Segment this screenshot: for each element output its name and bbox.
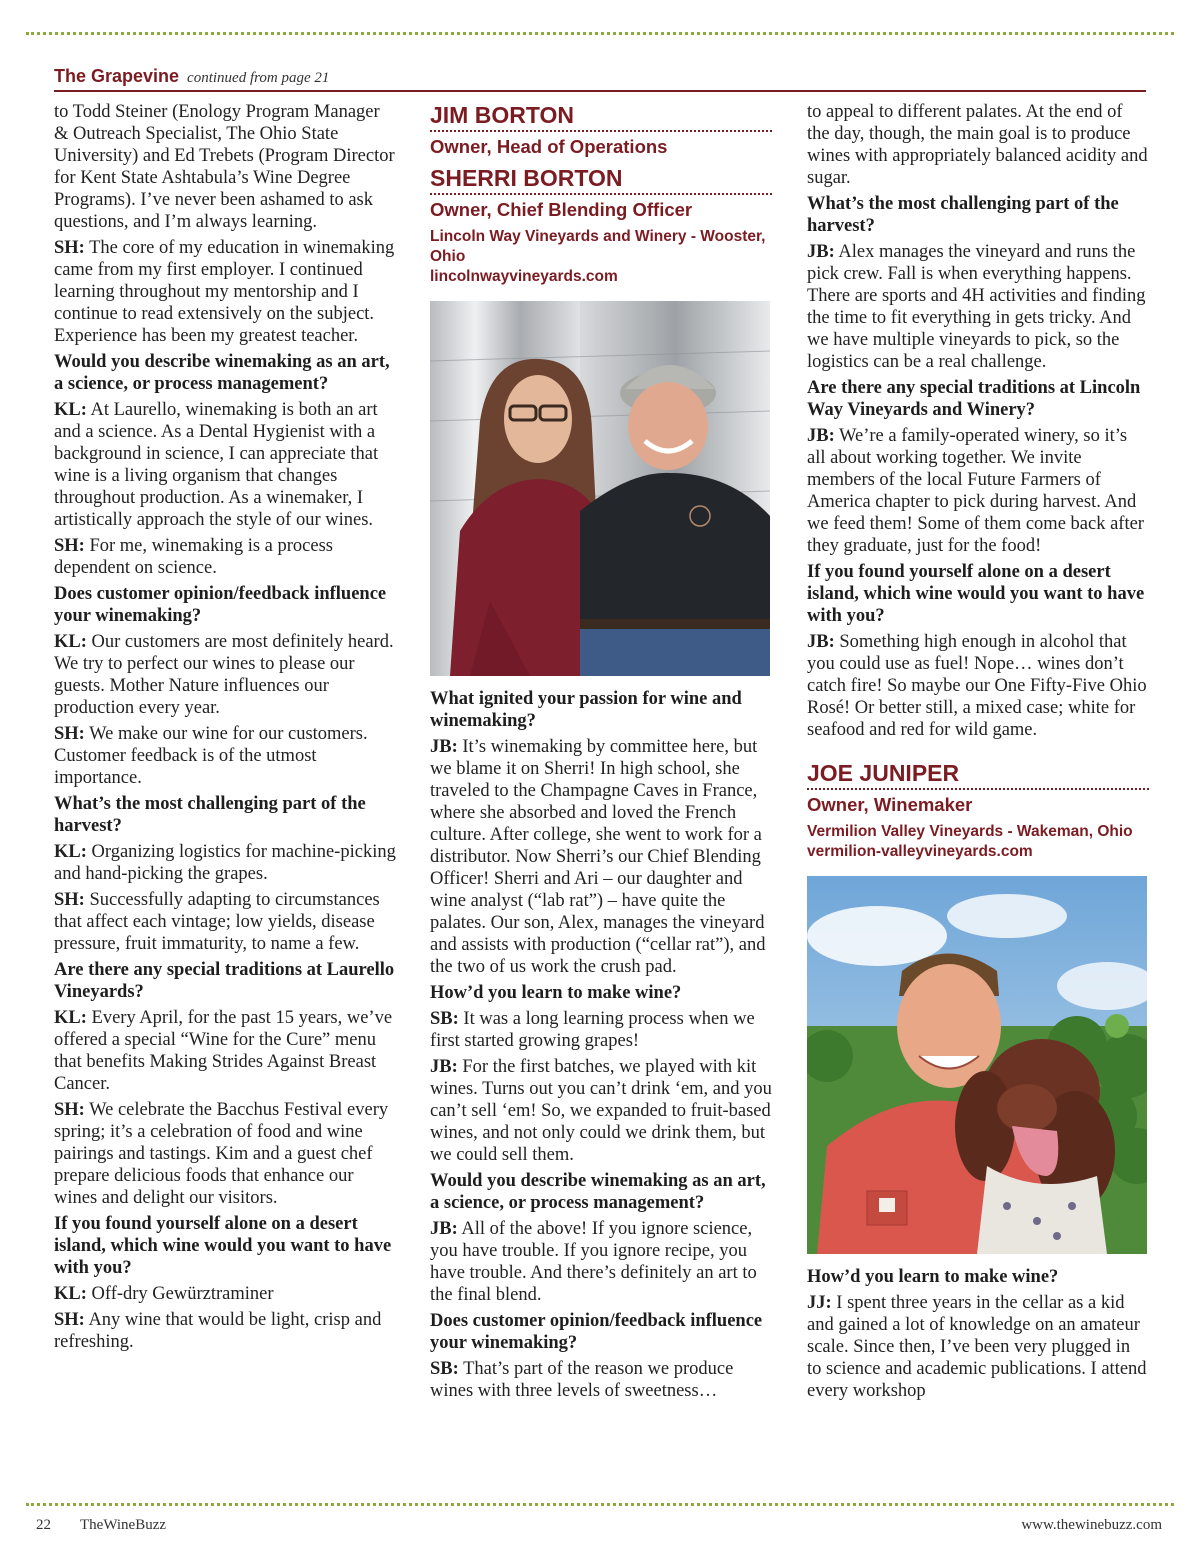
interview-answer xyxy=(54,889,396,955)
interview-question: Does customer opinion/feedback influence your winemaking? xyxy=(54,584,387,626)
interview-answer xyxy=(54,237,396,347)
interview-answer xyxy=(54,1283,396,1305)
profile-name-sherri: SHERRI BORTON xyxy=(430,164,772,195)
answer-text: Any wine that would be light, crisp and refreshing. xyxy=(54,1310,382,1352)
answer-text: I spent three years in the cellar as a kid and gained a lot of knowledge on an amateur scale. Since then, I’ve been very plugged in to science and academic publications. I attend every workshop xyxy=(807,1293,1147,1401)
interview-answer xyxy=(430,1008,772,1052)
interview-answer xyxy=(807,631,1149,741)
answer-text: Something high enough in alcohol that you could use as fuel! Nope… wines don’t catch fire! So maybe our One Fifty-Five Ohio Rosé! Or better still, a mixed case; white for seafood and red for wild game. xyxy=(807,632,1147,740)
answer-text: We celebrate the Bacchus Festival every spring; it’s a celebration of food and wine pairings and tastings. Kim and a guest chef prepare delicious foods that enhance our wines and delight our visitors. xyxy=(54,1100,389,1208)
speaker-initials: KL: xyxy=(54,1008,87,1028)
speaker-initials: SH: xyxy=(54,1310,85,1330)
speaker-initials: KL: xyxy=(54,1284,87,1304)
speaker-initials: SB: xyxy=(430,1009,459,1029)
column-3 xyxy=(807,101,1149,1406)
answer-text: Off-dry Gewürztraminer xyxy=(86,1284,274,1304)
profile-role-jim: Owner, Head of Operations xyxy=(430,136,668,157)
interview-question: If you found yourself alone on a desert island, which wine would you want to have with you? xyxy=(807,562,1145,626)
interview-answer xyxy=(807,1292,1149,1402)
interview-answer xyxy=(54,399,396,531)
interview-question: What ignited your passion for wine and winemaking? xyxy=(430,689,742,731)
interview-question: Does customer opinion/feedback influence your winemaking? xyxy=(430,1311,763,1353)
answer-text: At Laurello, winemaking is both an art and a science. As a Dental Hygienist with a background in science, I can appreciate that wine is a living organism that changes throughout production. As a winemaker, I artistically approach the style of our wines. xyxy=(54,400,379,530)
bottom-dotted-rule xyxy=(26,1503,1174,1506)
profile-url-vermilion: vermilion-valleyvineyards.com xyxy=(807,843,1033,860)
photo-juniper xyxy=(807,876,1147,1254)
speaker-initials: KL: xyxy=(54,400,87,420)
interview-answer xyxy=(54,841,396,885)
answer-text: Every April, for the past 15 years, we’ve offered a special “Wine for the Cure” menu that benefits Making Strides Against Breast Cancer. xyxy=(54,1008,393,1094)
answer-text: It was a long learning process when we first started growing grapes! xyxy=(430,1009,755,1051)
profile-url-lincoln-way: lincolnwayvineyards.com xyxy=(430,268,618,285)
speaker-initials: JB: xyxy=(807,632,835,652)
profile-name-joe: JOE JUNIPER xyxy=(807,759,1149,790)
body-paragraph: to Todd Steiner (Enology Program Manager & Outreach Specialist, The Ohio State University) and Ed Trebets (Program Director for Kent State Ashtabula’s Wine Degree Programs). I’ve never been ashamed to ask questions, and I’m always learning. xyxy=(54,102,395,232)
interview-question: Would you describe winemaking as an art, a science, or process management? xyxy=(54,352,390,394)
interview-answer xyxy=(54,1007,396,1095)
interview-answer xyxy=(430,1218,772,1306)
speaker-initials: SH: xyxy=(54,890,85,910)
section-title: The Grapevine xyxy=(54,66,180,86)
speaker-initials: KL: xyxy=(54,632,87,652)
interview-question: What’s the most challenging part of the harvest? xyxy=(54,794,366,836)
interview-question: Are there any special traditions at Lincoln Way Vineyards and Winery? xyxy=(807,378,1141,420)
section-header xyxy=(54,66,1146,92)
speaker-initials: JB: xyxy=(807,242,835,262)
interview-answer xyxy=(54,1099,396,1209)
magazine-url: www.thewinebuzz.com xyxy=(1021,1517,1162,1533)
interview-answer xyxy=(54,723,396,789)
interview-question: How’d you learn to make wine? xyxy=(430,983,682,1003)
interview-question: If you found yourself alone on a desert island, which wine would you want to have with you? xyxy=(54,1214,392,1278)
answer-text: It’s winemaking by committee here, but we blame it on Sherri! In high school, she traveled to the Champagne Caves in France, where she absorbed and loved the French culture. After college, she went to work for a distributor. Now Sherri’s our Chief Blending Officer! Sherri and Ari – our daughter and wine analyst (“lab rat”) – have quite the palates. Our son, Alex, manages the vineyard and assists with production (“cellar rat”), and the two of us work the crush pad. xyxy=(430,737,766,977)
answer-text: We’re a family-operated winery, so it’s all about working together. We invite members of the local Future Farmers of America chapter to pick during harvest. And we feed them! Some of them come back after they graduate, just for the food! xyxy=(807,426,1144,556)
speaker-initials: SH: xyxy=(54,1100,85,1120)
photo-bortons xyxy=(430,301,770,676)
answer-text: The core of my education in winemaking came from my first employer. I continued learning throughout my mentorship and I continue to read extensively on the subject. Experience has been my greatest teacher. xyxy=(54,238,395,346)
magazine-name: TheWineBuzz xyxy=(80,1517,167,1533)
answer-text: For the first batches, we played with kit wines. Turns out you can’t drink ‘em, and you can’t sell ‘em! So, we expanded to fruit-based wines, and not only could we drink them, but we could sell them. xyxy=(430,1057,772,1165)
profile-role-joe: Owner, Winemaker xyxy=(807,794,973,815)
interview-answer xyxy=(54,631,396,719)
profile-winery-lincoln-way: Lincoln Way Vineyards and Winery - Wooster, Ohio xyxy=(430,228,766,265)
answer-text: Successfully adapting to circumstances that affect each vintage; low yields, disease pressure, fruit immaturity, to name a few. xyxy=(54,890,380,954)
speaker-initials: JB: xyxy=(807,426,835,446)
body-paragraph: to appeal to different palates. At the end of the day, though, the main goal is to produce wines with appropriately balanced acidity and sugar. xyxy=(807,102,1148,188)
profile-name-jim: JIM BORTON xyxy=(430,101,772,132)
speaker-initials: SH: xyxy=(54,238,85,258)
speaker-initials: SH: xyxy=(54,536,85,556)
page-number: 22 xyxy=(36,1517,51,1533)
interview-question: What’s the most challenging part of the harvest? xyxy=(807,194,1119,236)
interview-question: Are there any special traditions at Laurello Vineyards? xyxy=(54,960,395,1002)
speaker-initials: SH: xyxy=(54,724,85,744)
answer-text: Our customers are most definitely heard. We try to perfect our wines to please our guests. Mother Nature influences our production every year. xyxy=(54,632,394,718)
column-2 xyxy=(430,101,772,1406)
speaker-initials: JB: xyxy=(430,737,458,757)
interview-answer xyxy=(54,1309,396,1353)
interview-answer xyxy=(807,425,1149,557)
interview-answer xyxy=(430,1358,772,1402)
continued-note: continued from page 21 xyxy=(187,70,330,86)
column-1 xyxy=(54,101,396,1357)
interview-answer xyxy=(54,535,396,579)
answer-text: For me, winemaking is a process dependent on science. xyxy=(54,536,334,578)
answer-text: Organizing logistics for machine-picking and hand-picking the grapes. xyxy=(54,842,396,884)
speaker-initials: JJ: xyxy=(807,1293,832,1313)
interview-answer xyxy=(430,1056,772,1166)
profile-role-sherri: Owner, Chief Blending Officer xyxy=(430,199,693,220)
speaker-initials: JB: xyxy=(430,1057,458,1077)
profile-winery-vermilion: Vermilion Valley Vineyards - Wakeman, Ohio xyxy=(807,823,1133,840)
speaker-initials: JB: xyxy=(430,1219,458,1239)
answer-text: We make our wine for our customers. Customer feedback is of the utmost importance. xyxy=(54,724,368,788)
speaker-initials: KL: xyxy=(54,842,87,862)
answer-text: All of the above! If you ignore science, you have trouble. If you ignore recipe, you have trouble. And there’s definitely an art to the final blend. xyxy=(430,1219,757,1305)
interview-question: Would you describe winemaking as an art, a science, or process management? xyxy=(430,1171,766,1213)
interview-question: How’d you learn to make wine? xyxy=(807,1267,1059,1287)
speaker-initials: SB: xyxy=(430,1359,459,1379)
answer-text: Alex manages the vineyard and runs the pick crew. Fall is when everything happens. There are sports and 4H activities and finding the time to fit everything in gets tricky. And we have multiple vineyards to pick, so the logistics can be a real challenge. xyxy=(807,242,1146,372)
top-dotted-rule xyxy=(26,32,1174,35)
interview-answer xyxy=(430,736,772,978)
answer-text: That’s part of the reason we produce wines with three levels of sweetness… xyxy=(430,1359,734,1401)
interview-answer xyxy=(807,241,1149,373)
